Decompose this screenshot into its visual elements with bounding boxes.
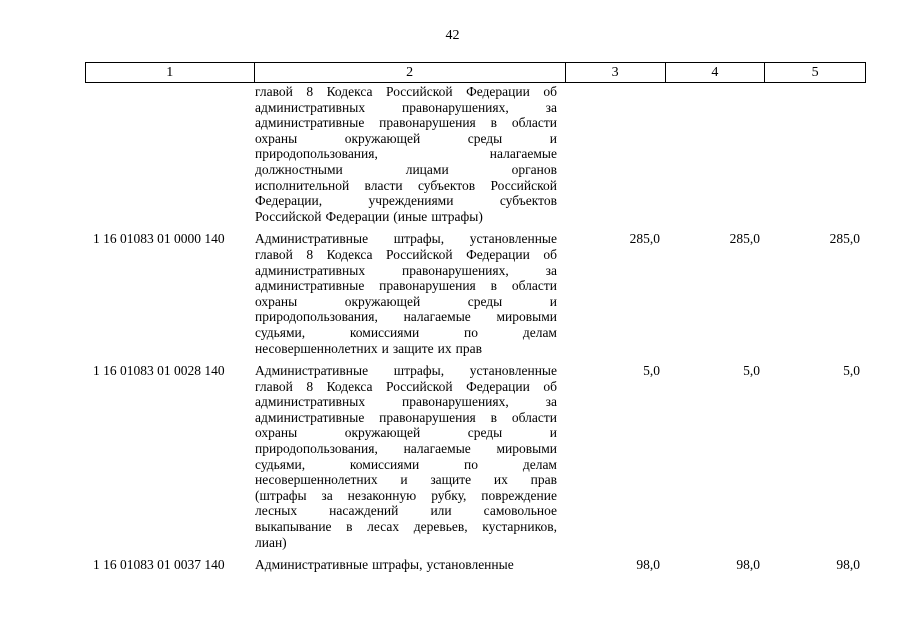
row-code: 1 16 01083 01 0028 140 — [93, 363, 225, 379]
description-line: лиан) — [255, 534, 287, 550]
description-line: несовершеннолетних и защите их прав — [255, 472, 557, 488]
page-number: 42 — [445, 28, 460, 43]
description-line: Федерации, учреждениями субъектов — [255, 193, 557, 209]
description-line: несовершеннолетних и защите их прав — [255, 340, 482, 356]
description-line: природопользования, налагаемые — [255, 146, 557, 162]
description-line: Административные штрафы, установленные — [255, 231, 557, 247]
description-line: судьями, комиссиями по делам — [255, 456, 557, 472]
description-line: природопользования, налагаемые мировыми — [255, 309, 557, 325]
row-description — [255, 363, 557, 550]
table-row — [85, 231, 866, 356]
row-description — [255, 557, 557, 573]
table-body — [85, 84, 866, 573]
description-line: главой 8 Кодекса Российской Федерации об — [255, 84, 557, 99]
row-value-col4: 285,0 — [729, 231, 760, 247]
row-value-col5: 98,0 — [836, 557, 860, 573]
description-line: исполнительной власти субъектов Российской — [255, 177, 557, 193]
row-value-col3: 5,0 — [643, 363, 660, 379]
row-value-col3: 285,0 — [629, 231, 660, 247]
row-code: 1 16 01083 01 0037 140 — [93, 557, 225, 573]
row-value-col5: 5,0 — [843, 363, 860, 379]
column-header-5: 5 — [811, 65, 819, 80]
description-line: административные правонарушения в области — [255, 278, 557, 294]
description-line: Российской Федерации (иные штрафы) — [255, 208, 483, 224]
column-header-2: 2 — [255, 63, 566, 82]
row-value-col5: 285,0 — [829, 231, 860, 247]
description-line: Административные штрафы, установленные — [255, 557, 514, 573]
description-line: судьями, комиссиями по делам — [255, 324, 557, 340]
description-line: Административные штрафы, установленные — [255, 363, 557, 379]
description-line: административных правонарушениях, за — [255, 262, 557, 278]
description-line: административных правонарушениях, за — [255, 394, 557, 410]
description-line: главой 8 Кодекса Российской Федерации об — [255, 378, 557, 394]
table-row — [85, 84, 866, 224]
description-line: охраны окружающей среды и — [255, 425, 557, 441]
description-line: охраны окружающей среды и — [255, 293, 557, 309]
row-description — [255, 84, 557, 224]
table-column-header — [85, 62, 866, 83]
description-line: лесных насаждений или самовольное — [255, 503, 557, 519]
table-row — [85, 557, 866, 573]
description-line: природопользования, налагаемые мировыми — [255, 441, 557, 457]
row-code: 1 16 01083 01 0000 140 — [93, 231, 225, 247]
row-value-col3: 98,0 — [636, 557, 660, 573]
description-line: охраны окружающей среды и — [255, 130, 557, 146]
column-header-3: 3 — [566, 63, 666, 82]
description-line: (штрафы за незаконную рубку, повреждение — [255, 487, 557, 503]
description-line: должностными лицами органов — [255, 161, 557, 177]
description-line: главой 8 Кодекса Российской Федерации об — [255, 246, 557, 262]
table-row — [85, 363, 866, 550]
row-description — [255, 231, 557, 356]
column-header-4: 4 — [666, 63, 766, 82]
row-value-col4: 5,0 — [743, 363, 760, 379]
row-value-col4: 98,0 — [736, 557, 760, 573]
description-line: административные правонарушения в области — [255, 409, 557, 425]
description-line: выкапывание в лесах деревьев, кустарников, — [255, 519, 557, 535]
column-header-1: 1 — [86, 63, 255, 82]
description-line: административных правонарушениях, за — [255, 99, 557, 115]
description-line: административные правонарушения в области — [255, 115, 557, 131]
